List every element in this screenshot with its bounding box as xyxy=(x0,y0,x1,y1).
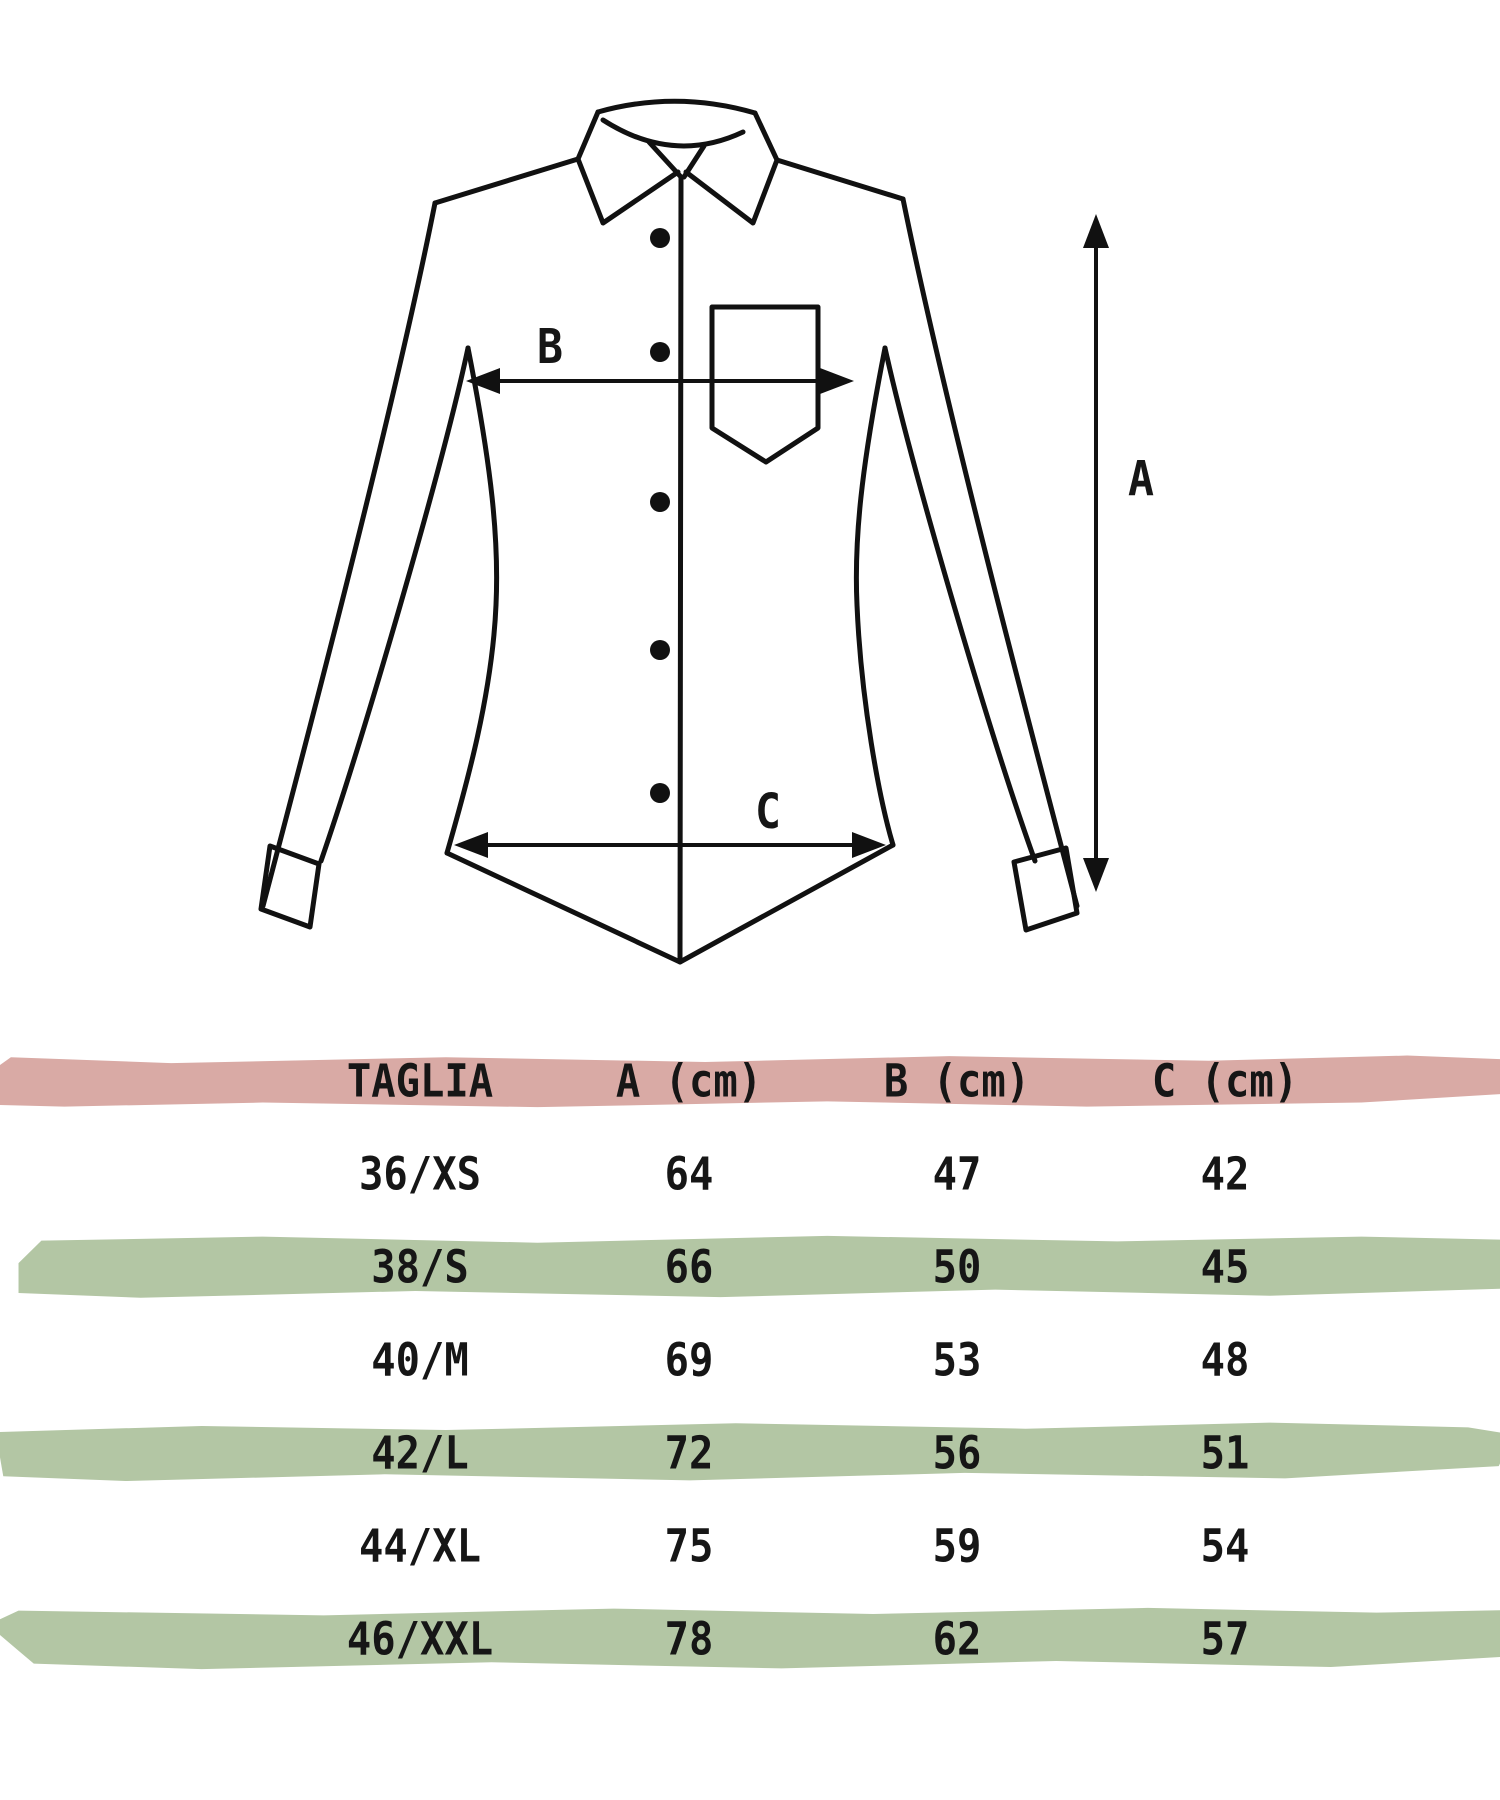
row-band-brush-stroke xyxy=(0,1419,1500,1487)
header-b-cm: B (cm) xyxy=(883,1054,1031,1107)
b-cell: 59 xyxy=(932,1519,982,1572)
b-cell: 53 xyxy=(932,1333,982,1386)
size-cell: 44/XL xyxy=(359,1519,481,1572)
row-band-brush-stroke xyxy=(0,1233,1500,1301)
size-cell: 40/M xyxy=(371,1333,469,1386)
right-cuff xyxy=(1014,848,1077,930)
right-sleeve-outer xyxy=(903,199,1077,906)
size-table xyxy=(0,1034,1500,1685)
collar-right-leaf xyxy=(686,113,777,223)
right-sleeve-inner xyxy=(885,348,1035,861)
collar-left-leaf xyxy=(578,112,678,223)
size-cell: 42/L xyxy=(371,1426,469,1479)
arrowhead-down-icon xyxy=(1083,858,1109,892)
b-cell: 47 xyxy=(932,1147,982,1200)
c-cell: 57 xyxy=(1201,1612,1250,1665)
size-cell: 36/XS xyxy=(359,1147,481,1200)
measure-arrow-a xyxy=(1083,214,1109,892)
c-cell: 51 xyxy=(1201,1426,1250,1479)
label-b: B xyxy=(536,318,564,375)
table-row xyxy=(0,1592,1500,1685)
a-cell: 78 xyxy=(664,1612,713,1665)
a-cell: 64 xyxy=(664,1147,713,1200)
row-band-brush-stroke xyxy=(0,1605,1500,1673)
left-sleeve-outer xyxy=(263,203,435,906)
table-row xyxy=(0,1313,1500,1406)
a-cell: 69 xyxy=(664,1333,713,1386)
c-cell: 48 xyxy=(1201,1333,1250,1386)
right-shoulder-seam xyxy=(777,160,903,199)
button-dot xyxy=(650,342,670,362)
a-cell: 75 xyxy=(664,1519,713,1572)
chest-pocket xyxy=(712,307,818,462)
label-c: C xyxy=(754,783,782,840)
c-cell: 42 xyxy=(1201,1147,1250,1200)
b-cell: 56 xyxy=(932,1426,982,1479)
table-row xyxy=(0,1127,1500,1220)
button-dot xyxy=(650,228,670,248)
table-row xyxy=(0,1406,1500,1499)
b-cell: 62 xyxy=(932,1612,982,1665)
collar-neck-curve xyxy=(603,120,743,146)
arrowhead-left-icon xyxy=(454,832,488,858)
a-cell: 72 xyxy=(664,1426,713,1479)
size-cell: 38/S xyxy=(371,1240,469,1293)
measure-arrow-c xyxy=(454,832,886,858)
buttons xyxy=(650,228,670,803)
button-dot xyxy=(650,492,670,512)
label-a: A xyxy=(1127,450,1155,507)
c-cell: 45 xyxy=(1201,1240,1250,1293)
c-cell: 54 xyxy=(1201,1519,1250,1572)
a-cell: 66 xyxy=(664,1240,713,1293)
size-cell: 46/XXL xyxy=(346,1612,494,1665)
collar-top-arc xyxy=(598,101,755,113)
header-a-cm: A (cm) xyxy=(615,1054,762,1107)
left-shoulder-seam xyxy=(435,159,578,203)
arrowhead-up-icon xyxy=(1083,214,1109,248)
right-side-seam xyxy=(856,348,893,845)
header-c-cm: C (cm) xyxy=(1152,1054,1299,1107)
button-dot xyxy=(650,640,670,660)
header-size: TAGLIA xyxy=(346,1054,494,1107)
measure-arrow-b xyxy=(466,368,854,394)
table-row xyxy=(0,1220,1500,1313)
hem-line xyxy=(447,845,893,962)
button-dot xyxy=(650,783,670,803)
size-table-header-row xyxy=(0,1034,1500,1127)
shirt-outline xyxy=(261,101,1077,962)
arrowhead-right-icon xyxy=(820,368,854,394)
left-side-seam xyxy=(447,348,497,853)
collar-right-lapel-line xyxy=(684,146,704,177)
table-row xyxy=(0,1499,1500,1592)
b-cell: 50 xyxy=(932,1240,982,1293)
